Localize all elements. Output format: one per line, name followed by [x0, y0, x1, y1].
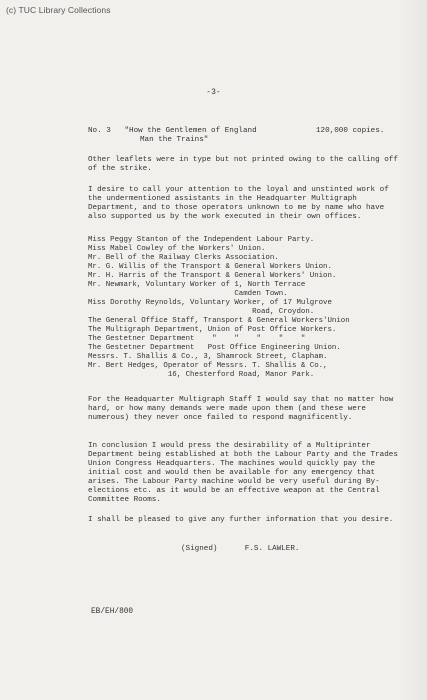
assistant-entry: Mr. G. Willis of the Transport & General Workers Union. — [88, 263, 332, 271]
item-copies: 120,000 copies. — [316, 127, 385, 135]
assistant-entry: 16, Chesterford Road, Manor Park. — [88, 371, 315, 379]
assistant-entry: Miss Dorothy Reynolds, Voluntary Worker, of 17 Mulgrove — [88, 299, 332, 307]
paragraph-assistants-intro: I desire to call your attention to the loyal and unstinted work of the undermentioned assistants in the Headquarter Multigraph Department, and to those operators unknown to me by name who have also supported us by the work executed in their own offices. — [88, 186, 389, 221]
assistant-entry: The Multigraph Department, Union of Post Office Workers. — [88, 326, 337, 334]
assistant-entry: The Gestetner Department Post Office Engineering Union. — [88, 344, 341, 352]
assistant-entry: Mr. Bert Hedges, Operator of Messrs. T. Shallis & Co., — [88, 362, 328, 370]
assistant-entry: Road, Croydon. — [88, 308, 315, 316]
item-title-line2: Man the Trains" — [140, 136, 209, 144]
item-number: No. 3 "How the Gentlemen of England — [88, 127, 257, 135]
paragraph-leaflets: Other leaflets were in type but not printed owing to the calling off of the strike. — [88, 156, 398, 173]
reference-code: EB/EH/800 — [91, 608, 134, 616]
assistants-list — [88, 236, 408, 380]
assistant-entry: Camden Town. — [88, 290, 288, 298]
signature: (Signed) F.S. LAWLER. — [181, 545, 300, 553]
watermark: (c) TUC Library Collections — [6, 5, 111, 15]
assistant-entry: Messrs. T. Shallis & Co., 3, Shamrock Street, Clapham. — [88, 353, 328, 361]
assistant-entry: The Gestetner Department " " " " " — [88, 335, 306, 343]
assistant-entry: Miss Peggy Stanton of the Independent Labour Party. — [88, 236, 315, 244]
assistant-entry: Mr. Newmark, Voluntary Worker of 1, North Terrace — [88, 281, 306, 289]
assistant-entry: The General Office Staff, Transport & General Workers'Union — [88, 317, 350, 325]
page-number: -3- — [206, 88, 221, 97]
paragraph-multigraph-staff: For the Headquarter Multigraph Staff I would say that no matter how hard, or how many demands were made upon them (and these were numerous) they never once failed to respond magnificently. — [88, 396, 394, 422]
paragraph-closing: I shall be pleased to give any further information that you desire. — [88, 516, 394, 524]
assistant-entry: Mr. Bell of the Railway Clerks Association. — [88, 254, 279, 262]
assistant-entry: Miss Mabel Cowley of the Workers' Union. — [88, 245, 266, 253]
assistant-entry: Mr. H. Harris of the Transport & General Workers' Union. — [88, 272, 337, 280]
paragraph-conclusion: In conclusion I would press the desirability of a Multiprinter Department being established at both the Labour Party and the Trades Union Congress Headquarters. The machines would quickly pay the initial cost and would then be available for any emergency that arises. The Labour Party machine would be very useful during By-elections etc. as it would be an effective weapon at the Central Committee Rooms. — [88, 442, 398, 504]
